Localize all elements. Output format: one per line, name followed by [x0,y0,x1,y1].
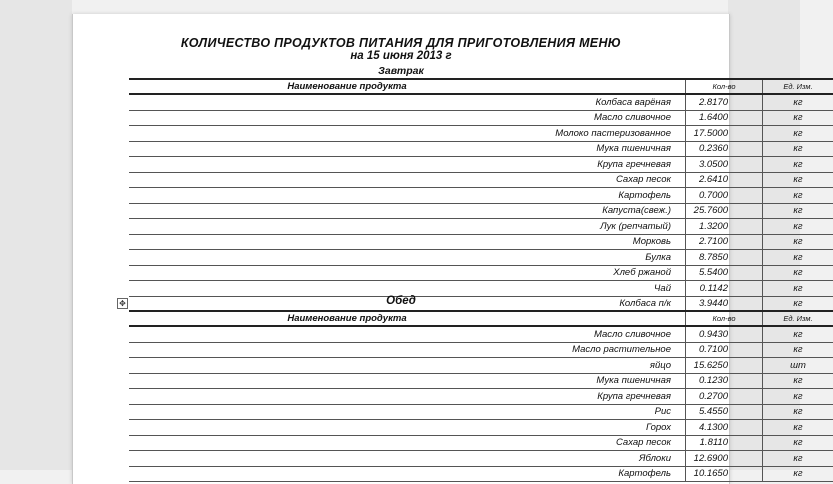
cell-quantity[interactable]: 1.8110 [686,435,763,451]
header-quantity[interactable]: Кол-во [686,311,763,326]
cell-unit[interactable]: кг [763,172,833,188]
breakfast-table-body [129,79,833,312]
cell-product-name[interactable]: Масло сливочное [129,326,686,342]
cell-unit[interactable]: кг [763,342,833,358]
document-page [72,14,730,484]
cell-quantity[interactable]: 0.7100 [686,342,763,358]
cell-product-name[interactable]: яйцо [129,358,686,374]
header-unit[interactable]: Ед. Изм. [763,79,833,94]
table-row [129,435,833,451]
cell-product-name[interactable]: Картофель [129,188,686,204]
cell-unit[interactable]: кг [763,265,833,281]
table-row [129,157,833,173]
cell-quantity[interactable]: 0.9430 [686,326,763,342]
cell-unit[interactable]: кг [763,203,833,219]
cell-quantity[interactable]: 0.2360 [686,141,763,157]
cell-unit[interactable]: кг [763,94,833,110]
cell-product-name[interactable]: Хлеб ржаной [129,265,686,281]
table-row [129,373,833,389]
table-row [129,404,833,420]
cell-quantity[interactable]: 12.6900 [686,451,763,467]
cell-quantity[interactable]: 10.1650 [686,466,763,482]
cell-unit[interactable]: кг [763,466,833,482]
header-quantity[interactable]: Кол-во [686,79,763,94]
table-row [129,126,833,142]
cell-unit[interactable]: кг [763,141,833,157]
header-unit[interactable]: Ед. Изм. [763,311,833,326]
cell-product-name[interactable]: Сахар песок [129,435,686,451]
table-row [129,466,833,482]
table-row [129,172,833,188]
table-row [129,451,833,467]
cell-unit[interactable]: кг [763,234,833,250]
lunch-table-body [129,311,833,482]
move-handle-icon[interactable]: ✥ [117,298,128,309]
cell-quantity[interactable]: 2.6410 [686,172,763,188]
cell-unit[interactable]: кг [763,219,833,235]
table-row [129,281,833,297]
cell-quantity[interactable]: 0.1142 [686,281,763,297]
cell-product-name[interactable]: Яблоки [129,451,686,467]
cell-quantity[interactable]: 1.6400 [686,110,763,126]
table-row [129,234,833,250]
cell-quantity[interactable]: 15.6250 [686,358,763,374]
cell-product-name[interactable]: Капуста(свеж.) [129,203,686,219]
cell-product-name[interactable]: Картофель [129,466,686,482]
cell-quantity[interactable]: 8.7850 [686,250,763,266]
cell-unit[interactable]: кг [763,373,833,389]
header-product-name[interactable]: Наименование продукта [129,311,686,326]
cell-product-name[interactable]: Рис [129,404,686,420]
cell-quantity[interactable]: 17.5000 [686,126,763,142]
table-header-row [129,311,833,326]
cell-product-name[interactable]: Горох [129,420,686,436]
header-product-name[interactable]: Наименование продукта [129,79,686,94]
cell-product-name[interactable]: Лук (репчатый) [129,219,686,235]
cell-product-name[interactable]: Масло растительное [129,342,686,358]
lunch-table[interactable] [129,310,833,482]
left-gutter [0,0,72,470]
cell-product-name[interactable]: Колбаса варёная [129,94,686,110]
cell-product-name[interactable]: Крупа гречневая [129,389,686,405]
table-row [129,188,833,204]
cell-unit[interactable]: кг [763,451,833,467]
cell-quantity[interactable]: 3.0500 [686,157,763,173]
document-date: на 15 июня 2013 г [73,50,729,62]
table-row [129,342,833,358]
cell-product-name[interactable]: Булка [129,250,686,266]
cell-product-name[interactable]: Колбаса п/к [129,296,686,312]
cell-unit[interactable]: кг [763,157,833,173]
table-row [129,358,833,374]
table-row [129,110,833,126]
breakfast-table[interactable] [129,78,833,312]
table-row [129,250,833,266]
section-title-breakfast: Завтрак [73,65,729,77]
table-row [129,420,833,436]
cell-unit[interactable]: кг [763,435,833,451]
cell-quantity[interactable]: 3.9440 [686,296,763,312]
cell-product-name[interactable]: Мука пшеничная [129,373,686,389]
cell-unit[interactable]: кг [763,326,833,342]
table-row [129,141,833,157]
cell-quantity[interactable]: 5.4550 [686,404,763,420]
document-title: КОЛИЧЕСТВО ПРОДУКТОВ ПИТАНИЯ ДЛЯ ПРИГОТОВЛЕНИЯ МЕНЮ [73,36,729,50]
table-row [129,203,833,219]
cell-quantity[interactable]: 2.8170 [686,94,763,110]
cell-quantity[interactable]: 0.1230 [686,373,763,389]
table-row [129,219,833,235]
cell-unit[interactable]: кг [763,110,833,126]
cell-quantity[interactable]: 0.7000 [686,188,763,204]
cell-unit[interactable]: шт [763,358,833,374]
table-header-row [129,79,833,94]
cell-unit[interactable]: кг [763,188,833,204]
cell-product-name[interactable]: Морковь [129,234,686,250]
cell-unit[interactable]: кг [763,250,833,266]
cell-product-name[interactable]: Масло сливочное [129,110,686,126]
cell-product-name[interactable]: Мука пшеничная [129,141,686,157]
cell-quantity[interactable]: 2.7100 [686,234,763,250]
table-row [129,326,833,342]
cell-product-name[interactable]: Сахар песок [129,172,686,188]
section-title-lunch: Обед [73,295,729,307]
cell-quantity[interactable]: 1.3200 [686,219,763,235]
cell-product-name[interactable]: Крупа гречневая [129,157,686,173]
cell-unit[interactable]: кг [763,404,833,420]
cell-quantity[interactable]: 5.5400 [686,265,763,281]
cell-product-name[interactable]: Чай [129,281,686,297]
cell-unit[interactable]: кг [763,281,833,297]
cell-quantity[interactable]: 0.2700 [686,389,763,405]
cell-unit[interactable]: кг [763,126,833,142]
table-row [129,94,833,110]
cell-unit[interactable]: кг [763,420,833,436]
cell-product-name[interactable]: Молоко пастеризованное [129,126,686,142]
table-row [129,389,833,405]
cell-unit[interactable]: кг [763,389,833,405]
cell-quantity[interactable]: 25.7600 [686,203,763,219]
cell-unit[interactable]: кг [763,296,833,312]
table-row [129,265,833,281]
cell-quantity[interactable]: 4.1300 [686,420,763,436]
